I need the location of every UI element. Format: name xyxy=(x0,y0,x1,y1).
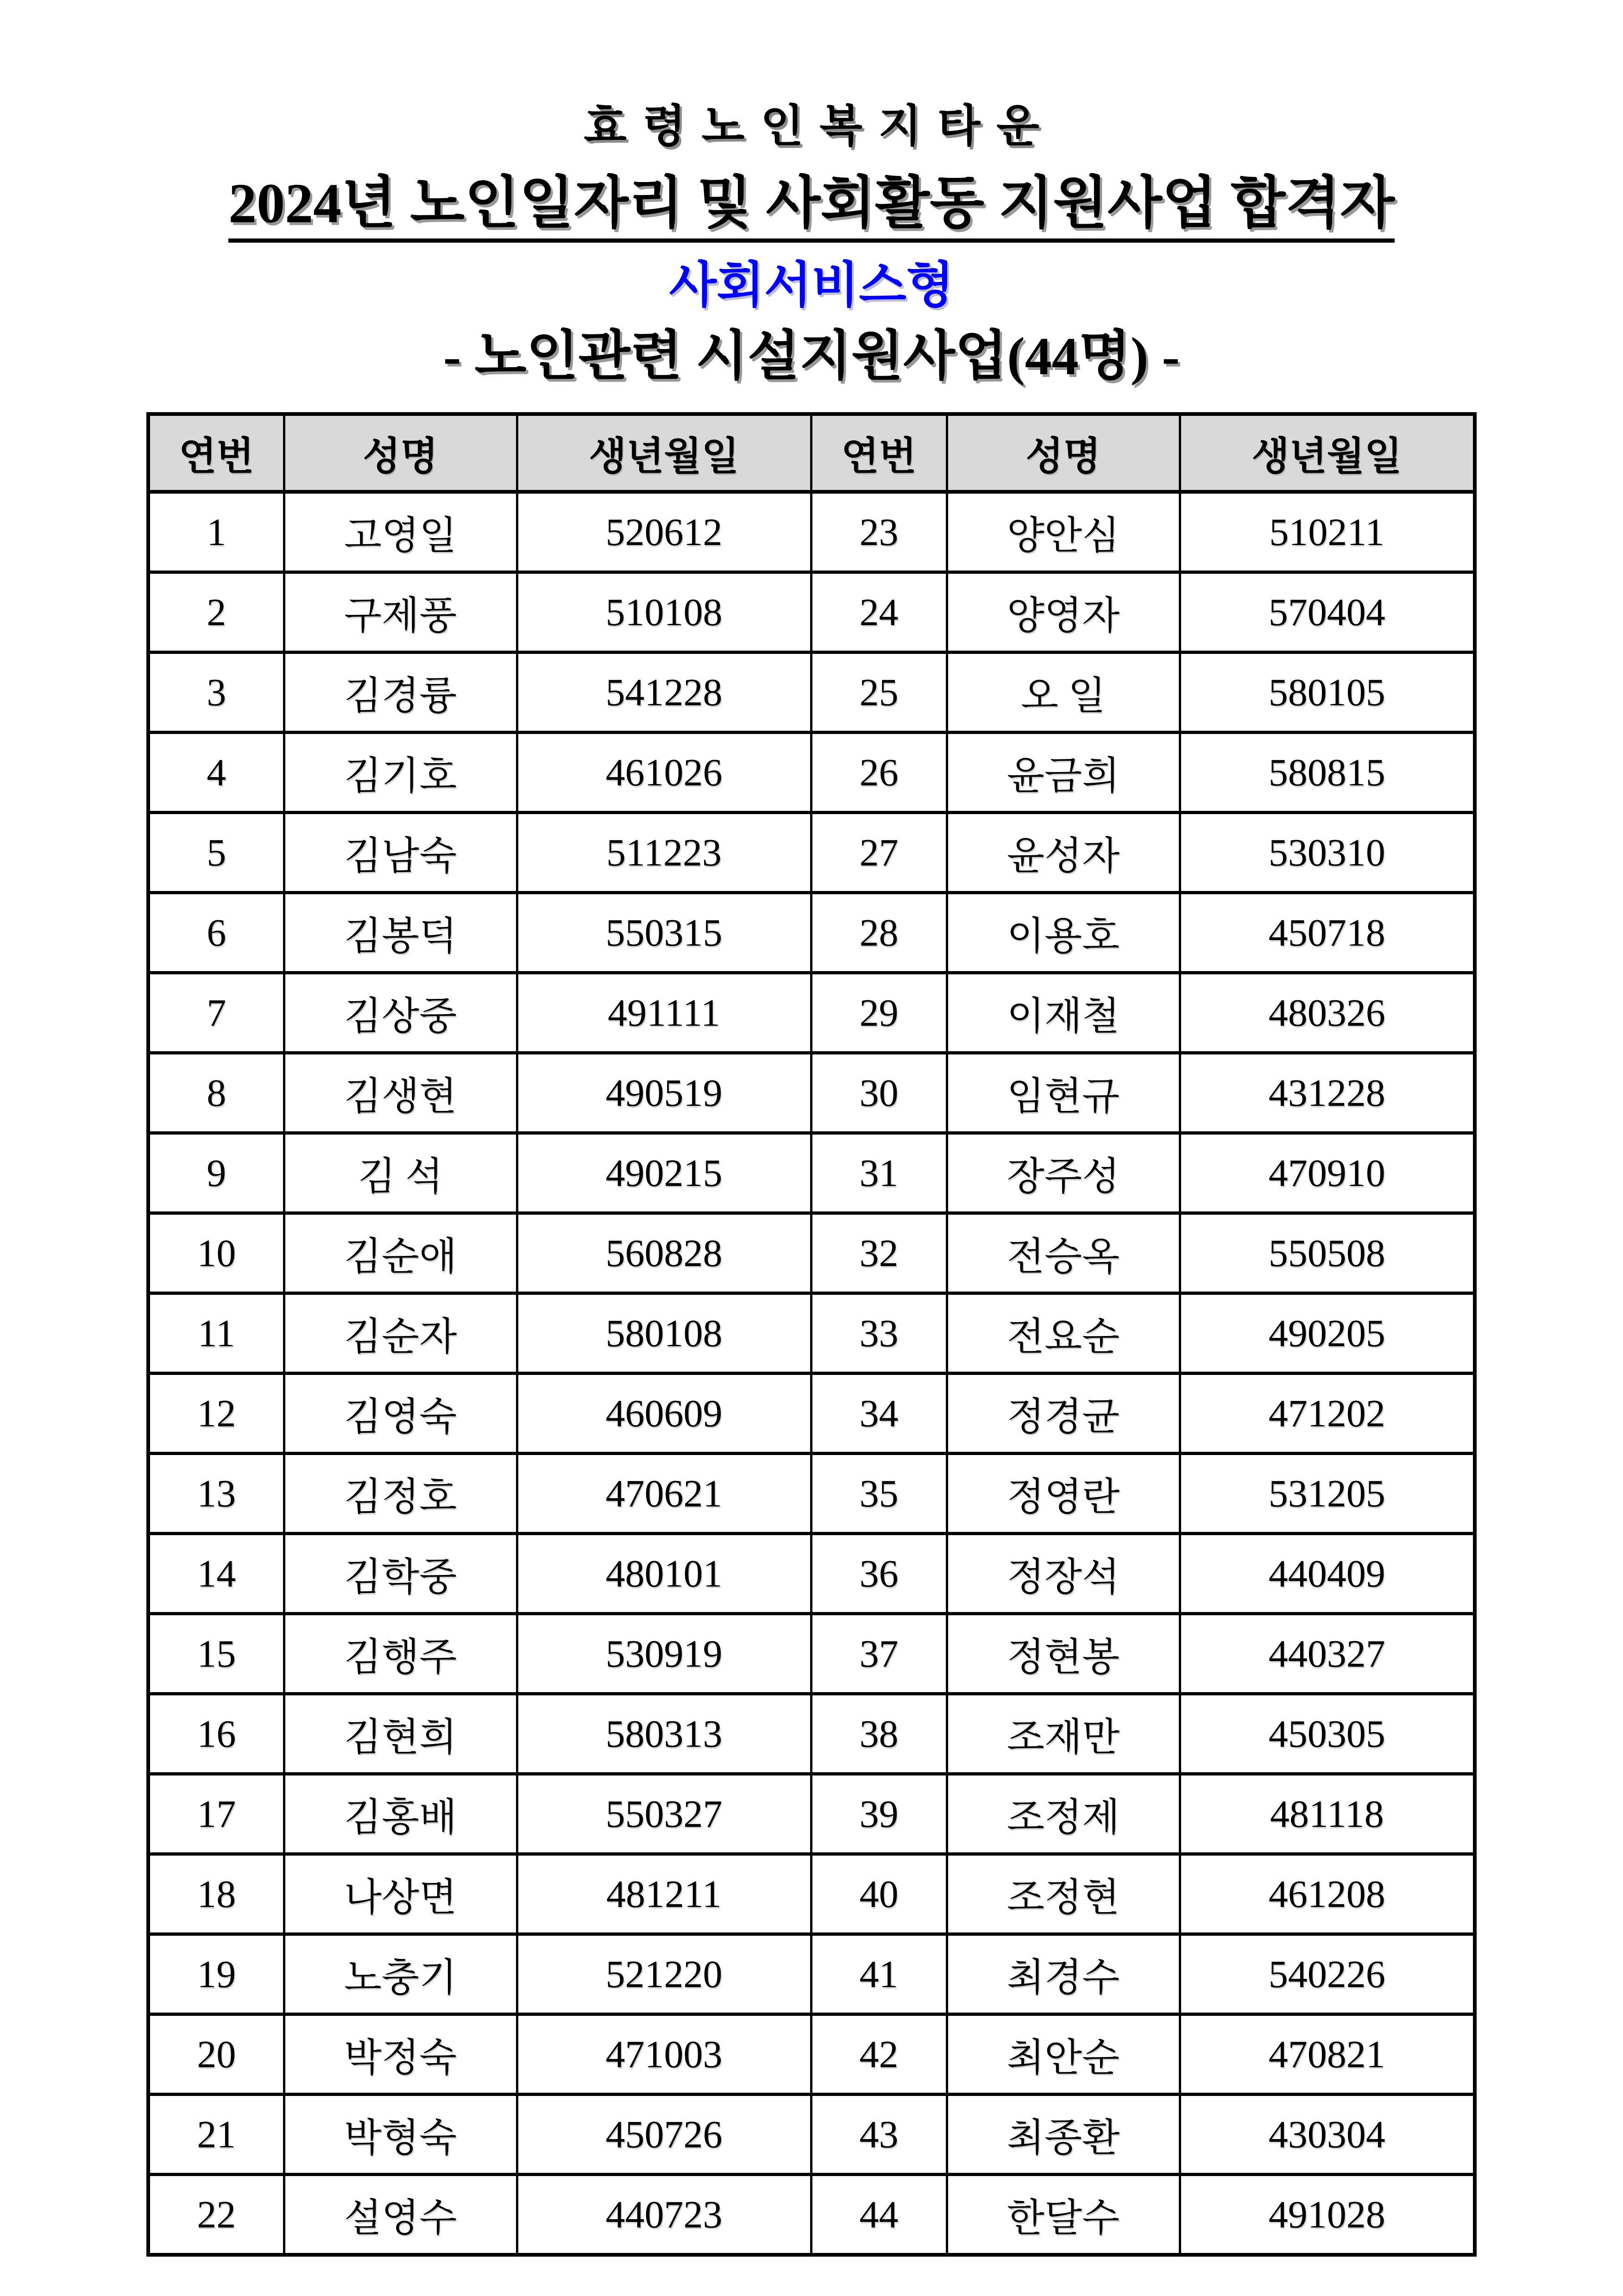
table-row xyxy=(148,893,1475,973)
cell-serial-left: 12 xyxy=(148,1374,284,1454)
cell-birthdate-left: 471003 xyxy=(517,2014,811,2095)
table-row xyxy=(148,1133,1475,1213)
cell-birthdate-left: 470621 xyxy=(517,1454,811,1534)
cell-serial-left: 9 xyxy=(148,1133,284,1213)
cell-birthdate-right: 431228 xyxy=(1180,1053,1475,1133)
table-row xyxy=(148,813,1475,893)
cell-name-left: 김학중 xyxy=(284,1534,517,1614)
cell-birthdate-right: 481118 xyxy=(1180,1774,1475,1854)
cell-name-right: 최안순 xyxy=(947,2014,1180,2095)
cell-birthdate-right: 490205 xyxy=(1180,1293,1475,1374)
cell-name-left: 김순자 xyxy=(284,1293,517,1374)
cell-serial-right: 44 xyxy=(811,2175,947,2255)
cell-serial-right: 27 xyxy=(811,813,947,893)
table-row xyxy=(148,1374,1475,1454)
header-birthdate-right: 생년월일 xyxy=(1180,414,1475,492)
cell-birthdate-left: 510108 xyxy=(517,572,811,652)
cell-birthdate-left: 550327 xyxy=(517,1774,811,1854)
header-birthdate-left: 생년월일 xyxy=(517,414,811,492)
cell-name-left: 구제풍 xyxy=(284,572,517,652)
cell-serial-right: 28 xyxy=(811,893,947,973)
cell-name-left: 박정숙 xyxy=(284,2014,517,2095)
cell-birthdate-left: 480101 xyxy=(517,1534,811,1614)
cell-birthdate-right: 440409 xyxy=(1180,1534,1475,1614)
cell-name-right: 오 일 xyxy=(947,652,1180,733)
cell-birthdate-left: 481211 xyxy=(517,1854,811,1934)
cell-name-left: 김홍배 xyxy=(284,1774,517,1854)
cell-serial-right: 29 xyxy=(811,973,947,1053)
cell-birthdate-left: 461026 xyxy=(517,733,811,813)
cell-serial-left: 20 xyxy=(148,2014,284,2095)
cell-serial-left: 19 xyxy=(148,1934,284,2014)
cell-name-left: 박형숙 xyxy=(284,2095,517,2175)
service-type-title: 사회서비스형 xyxy=(669,258,954,313)
cell-name-right: 임현규 xyxy=(947,1053,1180,1133)
cell-serial-left: 14 xyxy=(148,1534,284,1614)
cell-name-right: 전승옥 xyxy=(947,1213,1180,1293)
table-row xyxy=(148,2014,1475,2095)
cell-birthdate-right: 570404 xyxy=(1180,572,1475,652)
cell-birthdate-right: 471202 xyxy=(1180,1374,1475,1454)
cell-birthdate-left: 550315 xyxy=(517,893,811,973)
cell-birthdate-left: 490519 xyxy=(517,1053,811,1133)
cell-birthdate-right: 580815 xyxy=(1180,733,1475,813)
cell-serial-right: 24 xyxy=(811,572,947,652)
table-header-row xyxy=(148,414,1475,492)
cell-serial-left: 5 xyxy=(148,813,284,893)
cell-name-right: 이용호 xyxy=(947,893,1180,973)
cell-birthdate-left: 490215 xyxy=(517,1133,811,1213)
cell-serial-right: 35 xyxy=(811,1454,947,1534)
cell-birthdate-right: 430304 xyxy=(1180,2095,1475,2175)
cell-name-right: 양영자 xyxy=(947,572,1180,652)
header-serial-left: 연번 xyxy=(148,414,284,492)
table-row xyxy=(148,733,1475,813)
cell-name-left: 나상면 xyxy=(284,1854,517,1934)
cell-name-right: 전요순 xyxy=(947,1293,1180,1374)
cell-name-right: 윤금희 xyxy=(947,733,1180,813)
project-subtitle: - 노인관련 시설지원사업(44명) - xyxy=(443,327,1180,386)
cell-name-left: 김행주 xyxy=(284,1614,517,1694)
cell-serial-left: 4 xyxy=(148,733,284,813)
applicant-table xyxy=(146,412,1477,2257)
cell-name-left: 설영수 xyxy=(284,2175,517,2255)
cell-serial-right: 40 xyxy=(811,1854,947,1934)
table-row xyxy=(148,492,1475,572)
cell-name-right: 최경수 xyxy=(947,1934,1180,2014)
cell-birthdate-left: 580108 xyxy=(517,1293,811,1374)
cell-birthdate-right: 470821 xyxy=(1180,2014,1475,2095)
cell-serial-right: 42 xyxy=(811,2014,947,2095)
table-row xyxy=(148,1854,1475,1934)
cell-name-right: 정영란 xyxy=(947,1454,1180,1534)
table-row xyxy=(148,1774,1475,1854)
cell-serial-left: 22 xyxy=(148,2175,284,2255)
program-title xyxy=(0,172,1623,243)
cell-name-left: 김 석 xyxy=(284,1133,517,1213)
cell-serial-left: 10 xyxy=(148,1213,284,1293)
cell-serial-left: 3 xyxy=(148,652,284,733)
cell-birthdate-left: 580313 xyxy=(517,1694,811,1774)
cell-serial-right: 25 xyxy=(811,652,947,733)
cell-name-right: 한달수 xyxy=(947,2175,1180,2255)
cell-name-left: 노충기 xyxy=(284,1934,517,2014)
cell-serial-right: 41 xyxy=(811,1934,947,2014)
table-row xyxy=(148,2095,1475,2175)
table-row xyxy=(148,1454,1475,1534)
cell-serial-right: 30 xyxy=(811,1053,947,1133)
cell-name-left: 김남숙 xyxy=(284,813,517,893)
table-row xyxy=(148,1934,1475,2014)
cell-name-right: 조정제 xyxy=(947,1774,1180,1854)
table-row xyxy=(148,1694,1475,1774)
cell-serial-left: 17 xyxy=(148,1774,284,1854)
cell-name-right: 양안심 xyxy=(947,492,1180,572)
program-title-text: 2024년 노인일자리 및 사회활동 지원사업 합격자 xyxy=(228,176,1395,243)
cell-name-right: 이재철 xyxy=(947,973,1180,1053)
cell-birthdate-right: 470910 xyxy=(1180,1133,1475,1213)
cell-name-left: 김상중 xyxy=(284,973,517,1053)
cell-serial-left: 8 xyxy=(148,1053,284,1133)
table-row xyxy=(148,1614,1475,1694)
cell-birthdate-left: 450726 xyxy=(517,2095,811,2175)
cell-serial-left: 1 xyxy=(148,492,284,572)
cell-serial-left: 15 xyxy=(148,1614,284,1694)
cell-serial-right: 33 xyxy=(811,1293,947,1374)
cell-name-right: 윤성자 xyxy=(947,813,1180,893)
cell-serial-left: 18 xyxy=(148,1854,284,1934)
cell-name-right: 장주성 xyxy=(947,1133,1180,1213)
cell-name-left: 김생현 xyxy=(284,1053,517,1133)
header-name-right: 성명 xyxy=(947,414,1180,492)
cell-birthdate-left: 511223 xyxy=(517,813,811,893)
cell-serial-right: 23 xyxy=(811,492,947,572)
cell-birthdate-right: 510211 xyxy=(1180,492,1475,572)
cell-serial-right: 36 xyxy=(811,1534,947,1614)
cell-birthdate-right: 540226 xyxy=(1180,1934,1475,2014)
cell-name-left: 김경륭 xyxy=(284,652,517,733)
cell-birthdate-left: 530919 xyxy=(517,1614,811,1694)
cell-serial-right: 34 xyxy=(811,1374,947,1454)
header-serial-right: 연번 xyxy=(811,414,947,492)
cell-serial-right: 38 xyxy=(811,1694,947,1774)
cell-birthdate-left: 491111 xyxy=(517,973,811,1053)
cell-birthdate-left: 520612 xyxy=(517,492,811,572)
organization-title: 효령노인복지타운 xyxy=(584,101,1056,151)
cell-name-left: 고영일 xyxy=(284,492,517,572)
cell-name-left: 김순애 xyxy=(284,1213,517,1293)
cell-name-right: 조재만 xyxy=(947,1694,1180,1774)
cell-birthdate-right: 530310 xyxy=(1180,813,1475,893)
cell-name-left: 김기호 xyxy=(284,733,517,813)
cell-birthdate-left: 521220 xyxy=(517,1934,811,2014)
cell-birthdate-right: 440327 xyxy=(1180,1614,1475,1694)
table-row xyxy=(148,1213,1475,1293)
table-row xyxy=(148,1293,1475,1374)
cell-name-left: 김봉덕 xyxy=(284,893,517,973)
cell-name-right: 정현봉 xyxy=(947,1614,1180,1694)
cell-name-left: 김정호 xyxy=(284,1454,517,1534)
cell-serial-left: 7 xyxy=(148,973,284,1053)
cell-name-left: 김현희 xyxy=(284,1694,517,1774)
cell-birthdate-right: 450305 xyxy=(1180,1694,1475,1774)
cell-serial-left: 16 xyxy=(148,1694,284,1774)
cell-serial-right: 37 xyxy=(811,1614,947,1694)
cell-birthdate-right: 461208 xyxy=(1180,1854,1475,1934)
cell-birthdate-right: 531205 xyxy=(1180,1454,1475,1534)
cell-serial-right: 32 xyxy=(811,1213,947,1293)
cell-name-right: 조정현 xyxy=(947,1854,1180,1934)
table-row xyxy=(148,1053,1475,1133)
header-name-left: 성명 xyxy=(284,414,517,492)
cell-birthdate-right: 580105 xyxy=(1180,652,1475,733)
cell-serial-left: 2 xyxy=(148,572,284,652)
cell-serial-left: 13 xyxy=(148,1454,284,1534)
cell-serial-right: 26 xyxy=(811,733,947,813)
cell-birthdate-right: 480326 xyxy=(1180,973,1475,1053)
cell-serial-right: 39 xyxy=(811,1774,947,1854)
cell-name-right: 최종환 xyxy=(947,2095,1180,2175)
cell-birthdate-right: 450718 xyxy=(1180,893,1475,973)
cell-serial-left: 11 xyxy=(148,1293,284,1374)
cell-birthdate-left: 440723 xyxy=(517,2175,811,2255)
cell-name-right: 정장석 xyxy=(947,1534,1180,1614)
cell-name-left: 김영숙 xyxy=(284,1374,517,1454)
table-row xyxy=(148,973,1475,1053)
cell-serial-left: 21 xyxy=(148,2095,284,2175)
cell-serial-right: 43 xyxy=(811,2095,947,2175)
cell-birthdate-left: 460609 xyxy=(517,1374,811,1454)
cell-birthdate-right: 550508 xyxy=(1180,1213,1475,1293)
cell-birthdate-left: 541228 xyxy=(517,652,811,733)
cell-serial-left: 6 xyxy=(148,893,284,973)
cell-name-right: 정경균 xyxy=(947,1374,1180,1454)
table-row xyxy=(148,572,1475,652)
cell-birthdate-left: 560828 xyxy=(517,1213,811,1293)
cell-serial-right: 31 xyxy=(811,1133,947,1213)
table-row xyxy=(148,652,1475,733)
cell-birthdate-right: 491028 xyxy=(1180,2175,1475,2255)
table-row xyxy=(148,1534,1475,1614)
table-row xyxy=(148,2175,1475,2255)
